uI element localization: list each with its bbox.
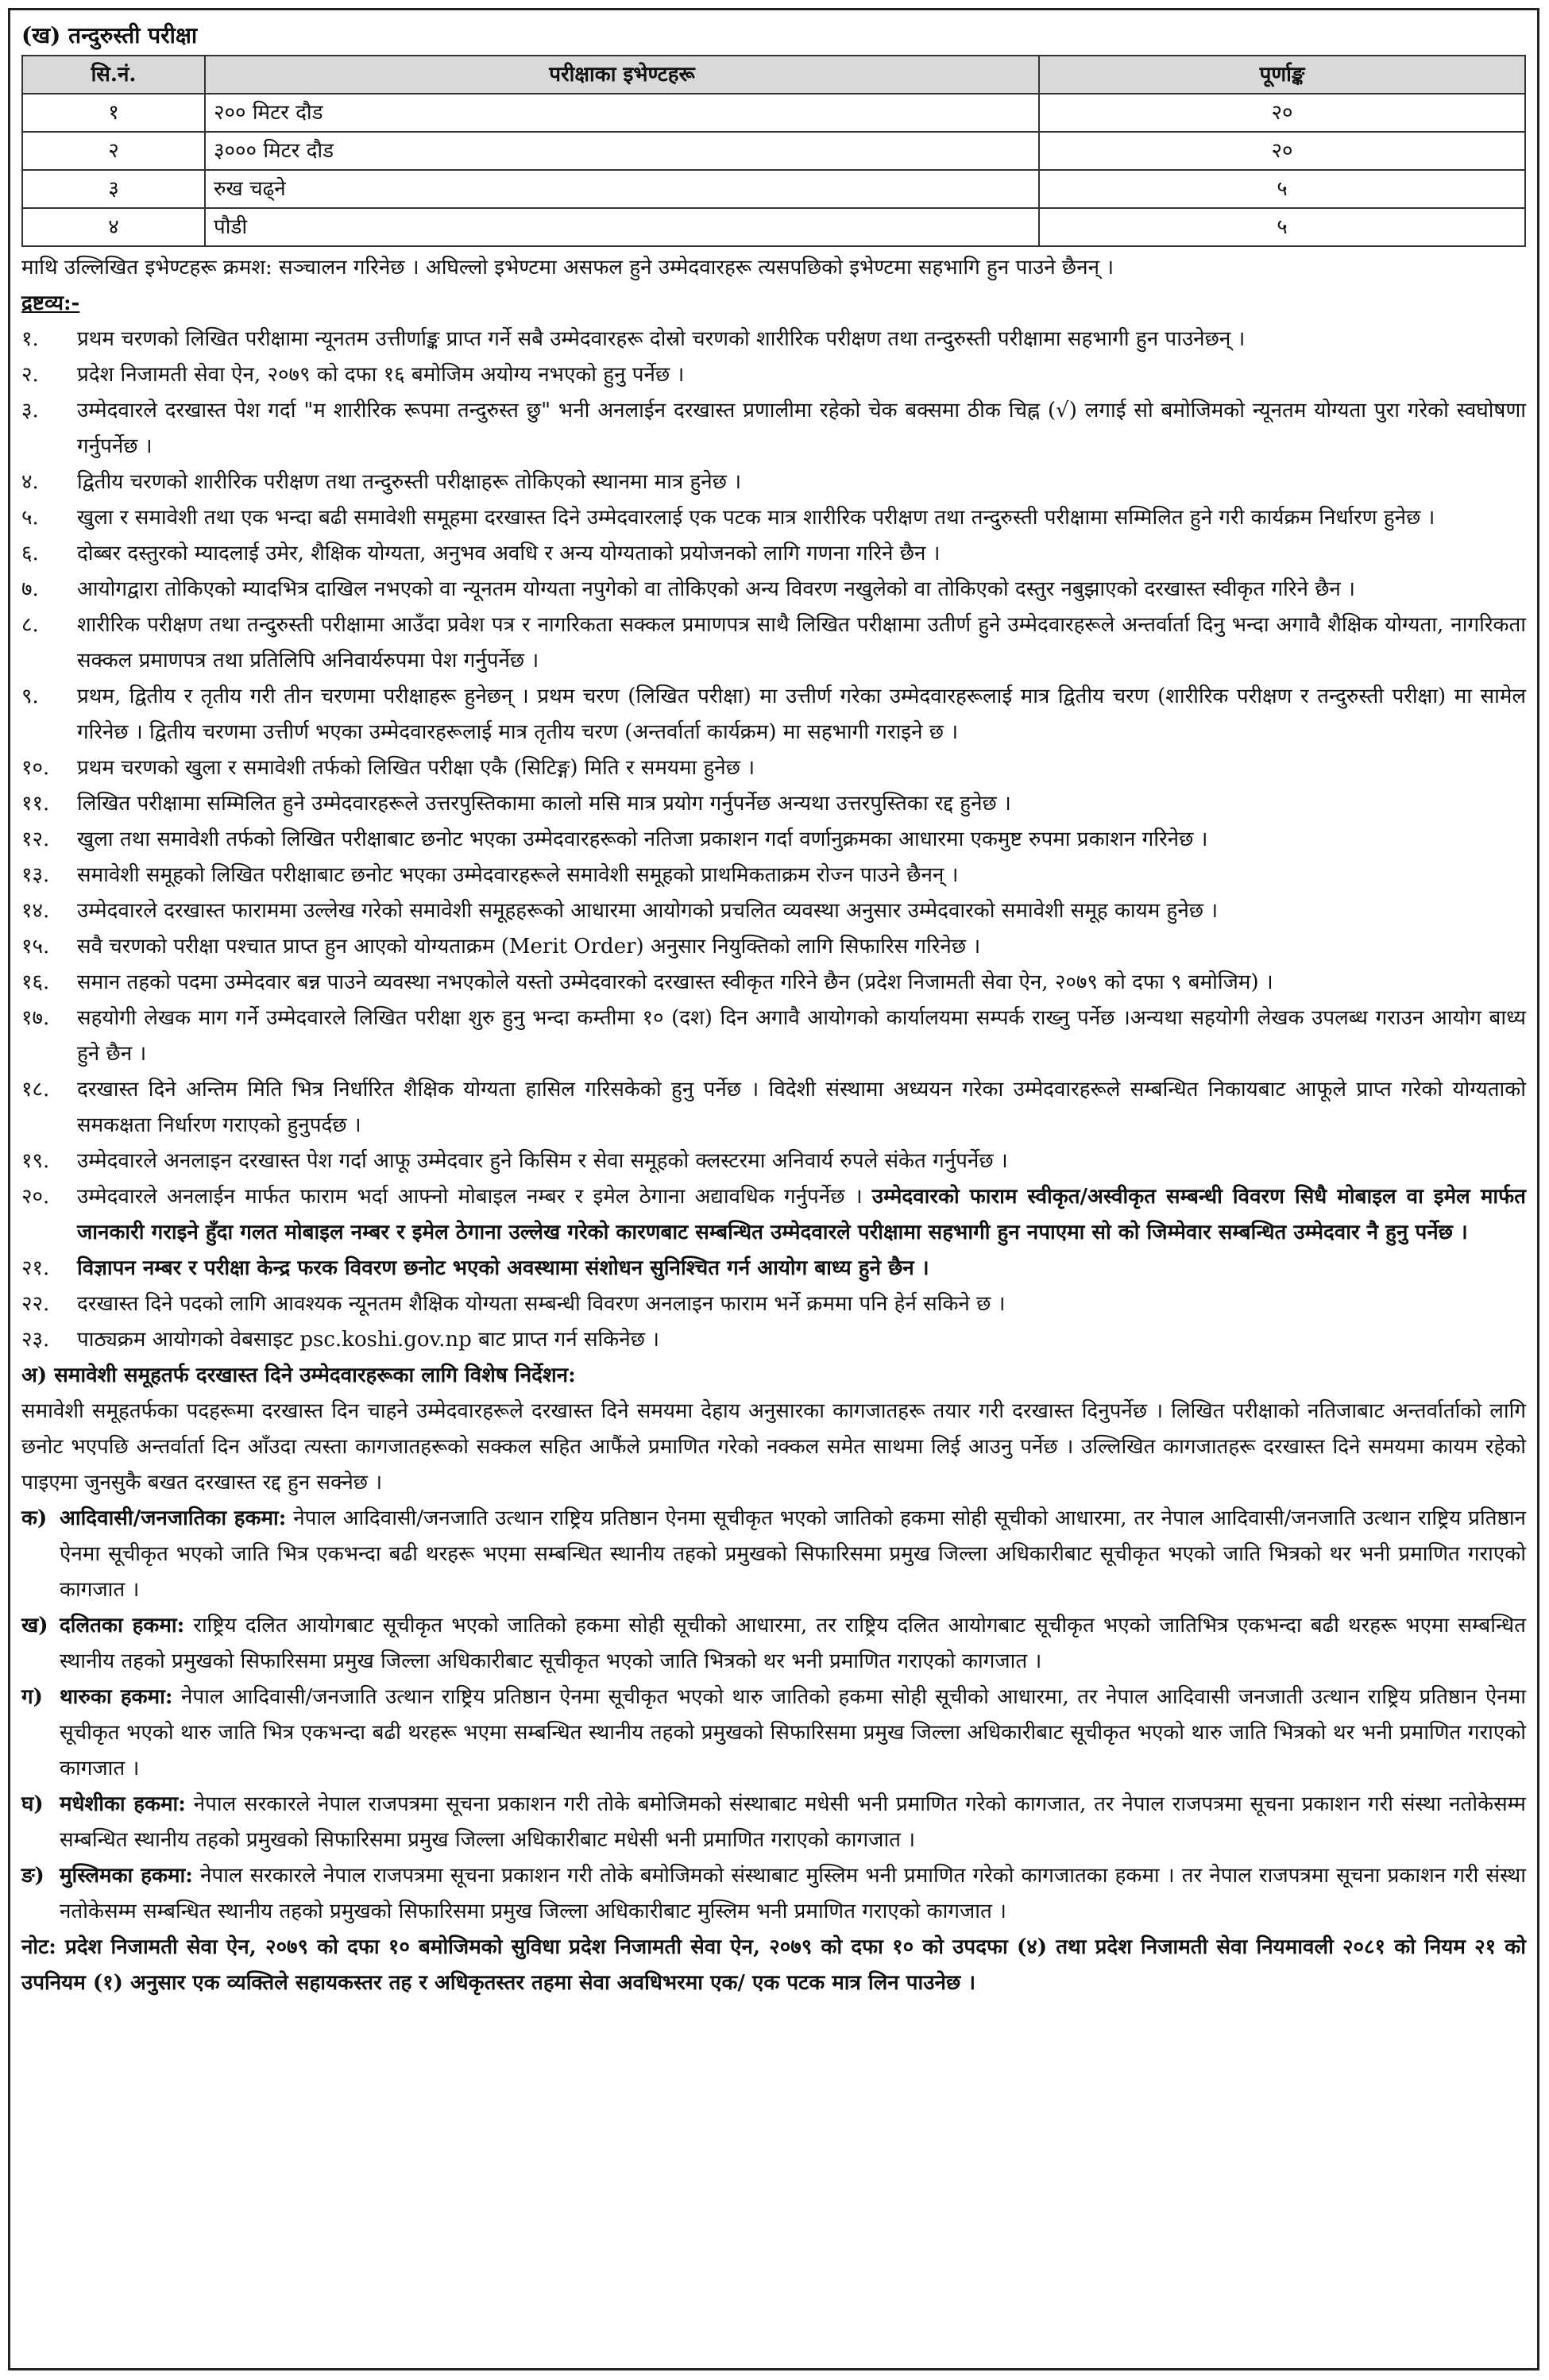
group-item [21,1501,1526,1608]
note-item [21,1322,1526,1358]
col-marks: पूर्णाङ्क [1039,56,1525,94]
group-text: नेपाल सरकारले नेपाल राजपत्रमा सूचना प्रकाशन गरी तोके बमोजिमको संस्थाबाट मधेसी भनी प्रमाणित गरेको कागजात, तर नेपाल राजपत्रमा सूचना प्रकाशन गरी संस्था नतोकेसम्म सम्बन्धित स्थानीय तहको प्रमुखको सिफारिसमा प्रमुख जिल्ला अधिकारीबाट मधेसी भनी प्रमाणित गराएको कागजात । [60,1792,1526,1852]
note-text: खुला र समावेशी तथा एक भन्दा बढी समावेशी समूहमा दरखास्त दिने उम्मेदवारलाई एक पटक मात्र शारीरिक परीक्षण तथा तन्दुरुस्ती परीक्षामा सम्मिलित हुने गरी कार्यक्रम निर्धारण हुनेछ । [77,506,1435,530]
special-heading: अ) समावेशी समूहतर्फ दरखास्त दिने उम्मेदवारहरूका लागि विशेष निर्देशन: [21,1364,576,1387]
group-head: आदिवासी/जनजातिका हकमा: [60,1506,287,1530]
note-item [21,357,1526,393]
note-item [21,1179,1526,1251]
note-item [21,1072,1526,1144]
table-row [22,170,1525,208]
note-text: प्रथम चरणको खुला र समावेशी तर्फको लिखित परीक्षा एकै (सिटिङ्ग) मिति र समयमा हुनेछ । [77,756,755,780]
table-row [22,132,1525,170]
col-event: परीक्षाका इभेण्टहरू [205,56,1039,94]
note-item [21,1001,1526,1072]
group-item [21,1608,1526,1680]
note-number: १०. [21,756,50,780]
note-text: सहयोगी लेखक माग गर्ने उम्मेदवारले लिखित परीक्षा शुरु हुनु भन्दा कम्तीमा १० (दश) दिन अगावै आयोगको कार्यालयमा सम्पर्क राख्नु पर्नेछ ।अन्यथा सहयोगी लेखक उपलब्ध गराउन आयोग बाध्य हुने छैन । [77,1006,1526,1066]
note-number: ६. [21,542,39,565]
note-number: २१. [21,1256,50,1280]
group-letter: ङ) [21,1864,44,1888]
group-head: मुस्लिमका हकमा: [60,1864,193,1888]
group-head: मधेशीका हकमा: [60,1792,186,1816]
note-text [77,1179,1526,1251]
note-item [21,500,1526,536]
note-text-plain: उम्मेदवारले अनलाईन मार्फत फाराम भर्दा आफ्नो मोबाइल नम्बर र इमेल ठेगाना अद्यावधिक गर्नुपर्नेछ । [77,1185,863,1209]
note-item [21,393,1526,465]
note-text: उम्मेदवारले दरखास्त फाराममा उल्लेख गरेको समावेशी समूहहरूको आधारमा आयोगको प्रचलित व्यवस्था अनुसार उम्मेदवारको समावेशी समूह कायम हुनेछ । [77,899,1219,923]
row-serial: ४ [22,208,205,246]
note-item [21,465,1526,500]
row-event: ३००० मिटर दौड [205,132,1039,170]
group-body [60,1858,1526,1930]
note-item [21,858,1526,893]
note-text: पाठ्यक्रम आयोगको वेबसाइट psc.koshi.gov.np बाट प्राप्त गर्न सकिनेछ । [77,1328,660,1352]
group-body [60,1787,1526,1858]
row-event: रुख चढ्ने [205,170,1039,208]
note-item [21,572,1526,608]
table-row [22,208,1525,246]
row-event: २०० मिटर दौड [205,94,1039,132]
group-text: नेपाल आदिवासी/जनजाति उत्थान राष्ट्रिय प्रतिष्ठान ऐनमा सूचीकृत भएको जातिको हकमा सोही सूचीको आधारमा, तर नेपाल आदिवासी/जनजाति उत्थान राष्ट्रिय प्रतिष्ठान ऐनमा सूचीकृत भएको जाति भित्र एकभन्दा बढी थरहरू भएमा सम्बन्धित स्थानीय तहको प्रमुखको सिफारिसमा प्रमुख जिल्ला अधिकारीबाट सूचीकृत भएको जाति भित्रको थर भनी प्रमाणित गराएको कागजात । [60,1506,1526,1602]
note-number: १४. [21,899,50,923]
note-text: प्रदेश निजामती सेवा ऐन, २०७९ को दफा १६ बमोजिम अयोग्य नभएको हुनु पर्नेछ । [77,363,685,387]
group-text: नेपाल आदिवासी/जनजाति उत्थान राष्ट्रिय प्रतिष्ठान ऐनमा सूचीकृत भएको थारु जातिको हकमा सोही सूचीको आधारमा, तर नेपाल आदिवासी जनजाती उत्थान राष्ट्रिय प्रतिष्ठान ऐनमा सूचीकृत भएको थारु जाति भित्र एकभन्दा बढी थरहरू भएमा सम्बन्धित स्थानीय तहको प्रमुखको सिफारिसमा प्रमुख जिल्ला अधिकारीबाट सूचीकृत भएको थारु जाति भित्रको थर भनी प्रमाणित गराएको कागजात । [60,1685,1526,1780]
note-item [21,965,1526,1001]
row-serial: २ [22,132,205,170]
section-title: (ख) तन्दुरुस्ती परीक्षा [21,22,198,48]
note-number: ३. [21,399,39,422]
group-item [21,1858,1526,1930]
note-number: १२. [21,827,50,851]
table-footnote: माथि उल्लिखित इभेण्टहरू क्रमश: सञ्चालन गरिनेछ । अघिल्लो इभेण्टमा असफल हुने उम्मेदवारहरू त्यसपछिको इभेण्टमा सहभागि हुन पाउने छैनन् । [21,256,1114,280]
note-number: १८. [21,1078,50,1101]
note-text: आयोगद्वारा तोकिएको म्यादभित्र दाखिल नभएको वा न्यूनतम योग्यता नपुगेको वा तोकिएको अन्य विवरण नखुलेको वा तोकिएको दस्तुर नबुझाएको दरखास्त स्वीकृत गरिने छैन । [77,577,1355,601]
note-number: १९. [21,1149,50,1173]
group-text: राष्ट्रिय दलित आयोगबाट सूचीकृत भएको जातिको हकमा सोही सूचीको आधारमा, तर राष्ट्रिय दलित आयोगबाट सूचीकृत भएको जातिभित्र एकभन्दा बढी थरहरू भएमा सम्बन्धित स्थानीय तहको प्रमुखको सिफारिसमा प्रमुख जिल्ला अधिकारीबाट सूचीकृत भएको जाति भित्रको थर भनी प्रमाणित गराएको कागजात । [60,1614,1526,1673]
note-number: ५. [21,506,39,530]
note-text-bold: उम्मेदवारको फाराम स्वीकृत/अस्वीकृत सम्बन्धी विवरण सिधै मोबाइल वा इमेल मार्फत जानकारी गराइने हुँदा गलत मोबाइल नम्बर र इमेल ठेगाना उल्लेख गरेको कारणबाट सम्बन्धित उम्मेदवारले परीक्षामा सहभागी हुन नपाएमा सो को जिम्मेवार सम्बन्धित उम्मेदवार नै हुनु पर्नेछ । [77,1185,1526,1244]
table-row [22,94,1525,132]
row-marks: ५ [1039,170,1525,208]
note-number: ४. [21,470,39,494]
note-text: प्रथम, द्वितीय र तृतीय गरी तीन चरणमा परीक्षाहरू हुनेछन् । प्रथम चरण (लिखित परीक्षा) मा उत्तीर्ण गरेका उम्मेदवारहरूलाई मात्र द्वितीय चरण (शारीरिक परीक्षण र तन्दुरुस्ती परीक्षा) मा सामेल गरिनेछ । द्वितीय चरणमा उत्तीर्ण भएका उम्मेदवारहरूलाई मात्र तृतीय चरण (अन्तर्वार्ता कार्यक्रम) मा सहभागी गराइने छ । [77,685,1526,744]
note-text: दोब्बर दस्तुरको म्यादलाई उमेर, शैक्षिक योग्यता, अनुभव अवधि र अन्य योग्यताको प्रयोजनको लागि गणना गरिने छैन । [77,542,941,565]
note-number: २२. [21,1292,50,1316]
group-item [21,1787,1526,1858]
note-text: द्वितीय चरणको शारीरिक परीक्षण तथा तन्दुरुस्ती परीक्षाहरू तोकिएको स्थानमा मात्र हुनेछ । [77,470,742,494]
final-note: नोट: प्रदेश निजामती सेवा ऐन, २०७९ को दफा १० बमोजिमको सुविधा प्रदेश निजामती सेवा ऐन, २०७९ को दफा १० को उपदफा (४) तथा प्रदेश निजामती सेवा नियमावली २०८१ को नियम २१ को उपनियम (१) अनुसार एक व्यक्तिले सहायकस्तर तह र अधिकृतस्तर तहमा सेवा अवधिभरमा एक/ एक पटक मात्र लिन पाउनेछ । [21,1935,1526,1995]
note-item [21,608,1526,679]
group-body [60,1501,1526,1608]
note-text: समावेशी समूहको लिखित परीक्षाबाट छनोट भएका उम्मेदवारहरूले समावेशी समूहको प्राथमिकताक्रम रोज्न पाउने छैनन् । [77,863,959,887]
group-letter: ग) [21,1685,43,1709]
note-number: १७. [21,1006,50,1030]
special-intro: समावेशी समूहतर्फका पदहरूमा दरखास्त दिन चाहने उम्मेदवारहरूले दरखास्त दिने समयमा देहाय अनुसारका कागजातहरू तयार गरी दरखास्त दिनुपर्नेछ । लिखित परीक्षाको नतिजाबाट अन्तर्वार्ताको लागि छनोट भएपछि अन्तर्वार्ता दिन आँउदा त्यस्ता कागजातहरूको सक्कल सहित आफैंले प्रमाणित गरेको नक्कल समेत साथमा लिई आउनु पर्नेछ । उल्लिखित कागजातहरू दरखास्त दिने समयमा कायम रहेको पाइएमा जुनसुकै बखत दरखास्त रद्द हुन सक्नेछ । [21,1399,1526,1495]
events-table [21,55,1526,247]
note-number: १६. [21,970,50,994]
note-text: दरखास्त दिने पदको लागि आवश्यक न्यूनतम शैक्षिक योग्यता सम्बन्धी विवरण अनलाइन फाराम भर्ने क्रममा पनि हेर्न सकिने छ । [77,1292,1006,1316]
note-text: प्रथम चरणको लिखित परीक्षामा न्यूनतम उत्तीर्णाङ्क प्राप्त गर्ने सबै उम्मेदवारहरू दोस्रो चरणको शारीरिक परीक्षण तथा तन्दुरुस्ती परीक्षामा सहभागी हुन पाउनेछन् । [77,327,1246,351]
note-number: २. [21,363,39,387]
group-body [60,1680,1526,1787]
note-item [21,786,1526,822]
group-letter: क) [21,1506,48,1530]
notes-list [21,322,1526,1358]
group-letter: ख) [21,1614,48,1637]
note-item [21,929,1526,965]
note-number: २३. [21,1328,50,1352]
row-event: पौडी [205,208,1039,246]
note-text: खुला तथा समावेशी तर्फको लिखित परीक्षाबाट छनोट भएका उम्मेदवारहरूको नतिजा प्रकाशन गर्दा वर्णानुक्रमका आधारमा एकमुष्ट रुपमा प्रकाशन गरिनेछ । [77,827,1208,851]
note-item [21,1251,1526,1286]
group-text: नेपाल सरकारले नेपाल राजपत्रमा सूचना प्रकाशन गरी तोके बमोजिमको संस्थाबाट मुस्लिम भनी प्रमाणित गरेको कागजातका हकमा । तर नेपाल राजपत्रमा सूचना प्रकाशन गरी संस्था नतोकेसम्म सम्बन्धित स्थानीय तहको प्रमुखको सिफारिसमा प्रमुख जिल्ला अधिकारीबाट मुस्लिम भनी प्रमाणित गराएको कागजात । [60,1864,1527,1923]
note-text: दरखास्त दिने अन्तिम मिति भित्र निर्धारित शैक्षिक योग्यता हासिल गरिसकेको हुनु पर्नेछ । विदेशी संस्थामा अध्ययन गरेका उम्मेदवारहरूले सम्बन्धित निकायबाट आफूले प्राप्त गरेको योग्यताको समकक्षता निर्धारण गराएको हुनुपर्दछ । [77,1078,1526,1137]
note-item [21,322,1526,357]
col-serial: सि.नं. [22,56,205,94]
note-item [21,822,1526,858]
group-letter: घ) [21,1792,44,1816]
note-text: शारीरिक परीक्षण तथा तन्दुरुस्ती परीक्षामा आउँदा प्रवेश पत्र र नागरिकता सक्कल प्रमाणपत्र साथै लिखित परीक्षामा उतीर्ण हुने उम्मेदवारहरूले अन्तर्वार्ता दिनु भन्दा अगावै शैक्षिक योग्यता, नागरिकता सक्कल प्रमाणपत्र तथा प्रतिलिपि अनिवार्यरुपमा पेश गर्नुपर्नेछ । [77,613,1526,673]
note-item [21,1286,1526,1322]
notice-page [8,8,1539,2370]
row-marks: २० [1039,132,1525,170]
note-text: सवै चरणको परीक्षा पश्चात प्राप्त हुन आएको योग्यताक्रम (Merit Order) अनुसार नियुक्तिको लागि सिफारिस गरिनेछ । [77,935,981,959]
note-number: २०. [21,1185,50,1209]
table-header-row [22,56,1525,94]
row-serial: ३ [22,170,205,208]
group-item [21,1680,1526,1787]
note-number: ११. [21,792,50,816]
note-number: १५. [21,935,50,959]
note-text: उम्मेदवारले दरखास्त पेश गर्दा "म शारीरिक रूपमा तन्दुरुस्त छु" भनी अनलाईन दरखास्त प्रणालीमा रहेको चेक बक्समा ठीक चिह्न (√) लगाई सो बमोजिमको न्यूनतम योग्यता पुरा गरेको स्वघोषणा गर्नुपर्नेछ । [77,399,1526,458]
note-number: ८. [21,613,39,637]
notes-heading: द्रष्टव्य:- [21,291,80,315]
note-item [21,679,1526,750]
group-head: थारुका हकमा: [60,1685,173,1709]
groups-list [21,1501,1526,1930]
note-number: ९. [21,685,39,708]
note-text: उम्मेदवारले अनलाइन दरखास्त पेश गर्दा आफू उम्मेदवार हुने किसिम र सेवा समूहको क्लस्टरमा अनिवार्य रुपले संकेत गर्नुपर्नेछ । [77,1149,1008,1173]
note-text-bold: विज्ञापन नम्बर र परीक्षा केन्द्र फरक विवरण छनोट भएको अवस्थामा संशोधन सुनिश्चित गर्न आयोग बाध्य हुने छैन । [77,1256,929,1280]
row-marks: ५ [1039,208,1525,246]
note-item [21,536,1526,572]
row-marks: २० [1039,94,1525,132]
note-text: समान तहको पदमा उम्मेदवार बन्न पाउने व्यवस्था नभएकोले यस्तो उम्मेदवारको दरखास्त स्वीकृत गरिने छैन (प्रदेश निजामती सेवा ऐन, २०७९ को दफा ९ बमोजिम) । [77,970,1273,994]
note-item [21,1144,1526,1179]
group-head: दलितका हकमा: [60,1614,185,1637]
group-body [60,1608,1526,1680]
note-number: १३. [21,863,50,887]
note-item [21,893,1526,929]
note-number: ७. [21,577,39,601]
row-serial: १ [22,94,205,132]
note-number: १. [21,327,39,351]
note-text: लिखित परीक्षामा सम्मिलित हुने उम्मेदवारहरूले उत्तरपुस्तिकामा कालो मसि मात्र प्रयोग गर्नुपर्नेछ अन्यथा उत्तरपुस्तिका रद्द हुनेछ । [77,792,1011,816]
note-item [21,750,1526,786]
